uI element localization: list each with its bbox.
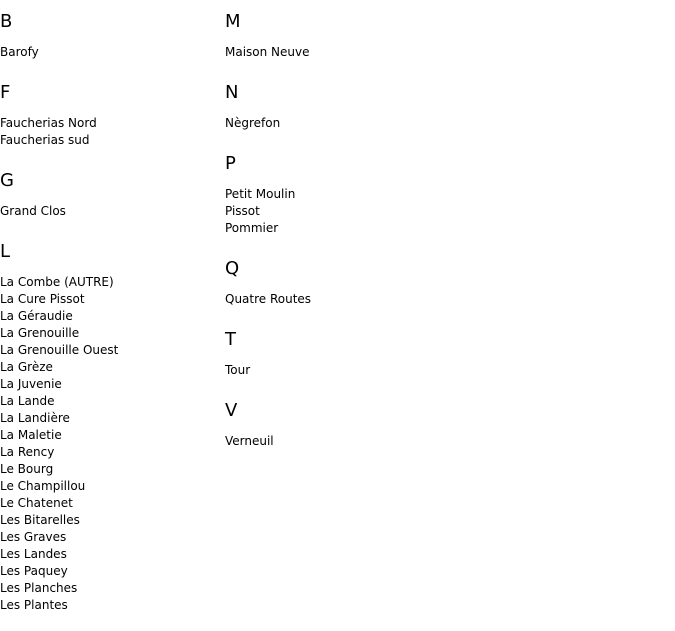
place-link-les-bitarelles[interactable]: Les Bitarelles xyxy=(0,513,80,527)
letter-heading: P xyxy=(225,153,236,174)
letter-heading: Q xyxy=(225,258,240,279)
place-link-le-bourg[interactable]: Le Bourg xyxy=(0,462,54,476)
place-link-faucherias-sud[interactable]: Faucherias sud xyxy=(0,133,90,147)
letter-group-f xyxy=(0,71,220,149)
place-link-la-geraudie[interactable]: La Géraudie xyxy=(0,309,73,323)
letter-heading: F xyxy=(0,82,11,103)
place-list xyxy=(225,362,525,379)
left-column xyxy=(0,0,220,624)
place-link-pissot[interactable]: Pissot xyxy=(225,204,260,218)
letter-group-p xyxy=(225,142,525,237)
place-link-les-planches[interactable]: Les Planches xyxy=(0,581,78,595)
place-link-la-cure-pissot[interactable]: La Cure Pissot xyxy=(0,292,85,306)
letter-group-g xyxy=(0,159,220,220)
letter-group-n xyxy=(225,71,525,132)
place-list xyxy=(0,203,220,220)
letter-group-m xyxy=(225,0,525,61)
letter-group-l xyxy=(0,230,220,614)
place-link-les-landes[interactable]: Les Landes xyxy=(0,547,67,561)
place-link-la-landiere[interactable]: La Landière xyxy=(0,411,70,425)
place-list xyxy=(225,433,525,450)
letter-heading: T xyxy=(225,329,236,350)
place-link-negrefon[interactable]: Nègrefon xyxy=(225,116,281,130)
letter-heading: L xyxy=(0,241,11,262)
letter-heading: G xyxy=(0,170,14,191)
letter-group-b xyxy=(0,0,220,61)
place-link-la-combe-autre[interactable]: La Combe (AUTRE) xyxy=(0,275,114,289)
place-link-pommier[interactable]: Pommier xyxy=(225,221,279,235)
letter-group-t xyxy=(225,318,525,379)
place-link-le-chatenet[interactable]: Le Chatenet xyxy=(0,496,73,510)
place-link-les-plantes[interactable]: Les Plantes xyxy=(0,598,68,612)
place-link-barofy[interactable]: Barofy xyxy=(0,45,39,59)
place-link-quatre-routes[interactable]: Quatre Routes xyxy=(225,292,312,306)
place-link-la-lande[interactable]: La Lande xyxy=(0,394,55,408)
letter-heading: V xyxy=(225,400,238,421)
place-link-la-maletie[interactable]: La Maletie xyxy=(0,428,62,442)
place-list xyxy=(225,186,525,237)
place-link-la-juvenie[interactable]: La Juvenie xyxy=(0,377,62,391)
letter-group-v xyxy=(225,389,525,450)
place-link-tour[interactable]: Tour xyxy=(225,363,251,377)
place-list xyxy=(0,115,220,149)
place-list xyxy=(0,274,220,614)
place-link-les-graves[interactable]: Les Graves xyxy=(0,530,67,544)
place-link-petit-moulin[interactable]: Petit Moulin xyxy=(225,187,296,201)
letter-group-q xyxy=(225,247,525,308)
place-link-le-champillou[interactable]: Le Champillou xyxy=(0,479,86,493)
place-list xyxy=(225,44,525,61)
letter-heading: N xyxy=(225,82,239,103)
right-column xyxy=(225,0,525,460)
place-link-la-rency[interactable]: La Rency xyxy=(0,445,55,459)
place-link-maison-neuve[interactable]: Maison Neuve xyxy=(225,45,310,59)
place-link-la-greze[interactable]: La Grèze xyxy=(0,360,53,374)
letter-heading: M xyxy=(225,11,241,32)
place-link-faucherias-nord[interactable]: Faucherias Nord xyxy=(0,116,97,130)
place-list xyxy=(225,291,525,308)
place-link-grand-clos[interactable]: Grand Clos xyxy=(0,204,66,218)
place-link-la-grenouille-ouest[interactable]: La Grenouille Ouest xyxy=(0,343,119,357)
place-link-la-grenouille[interactable]: La Grenouille xyxy=(0,326,80,340)
place-list xyxy=(0,44,220,61)
letter-heading: B xyxy=(0,11,13,32)
place-list xyxy=(225,115,525,132)
place-link-verneuil[interactable]: Verneuil xyxy=(225,434,274,448)
place-link-les-paquey[interactable]: Les Paquey xyxy=(0,564,68,578)
